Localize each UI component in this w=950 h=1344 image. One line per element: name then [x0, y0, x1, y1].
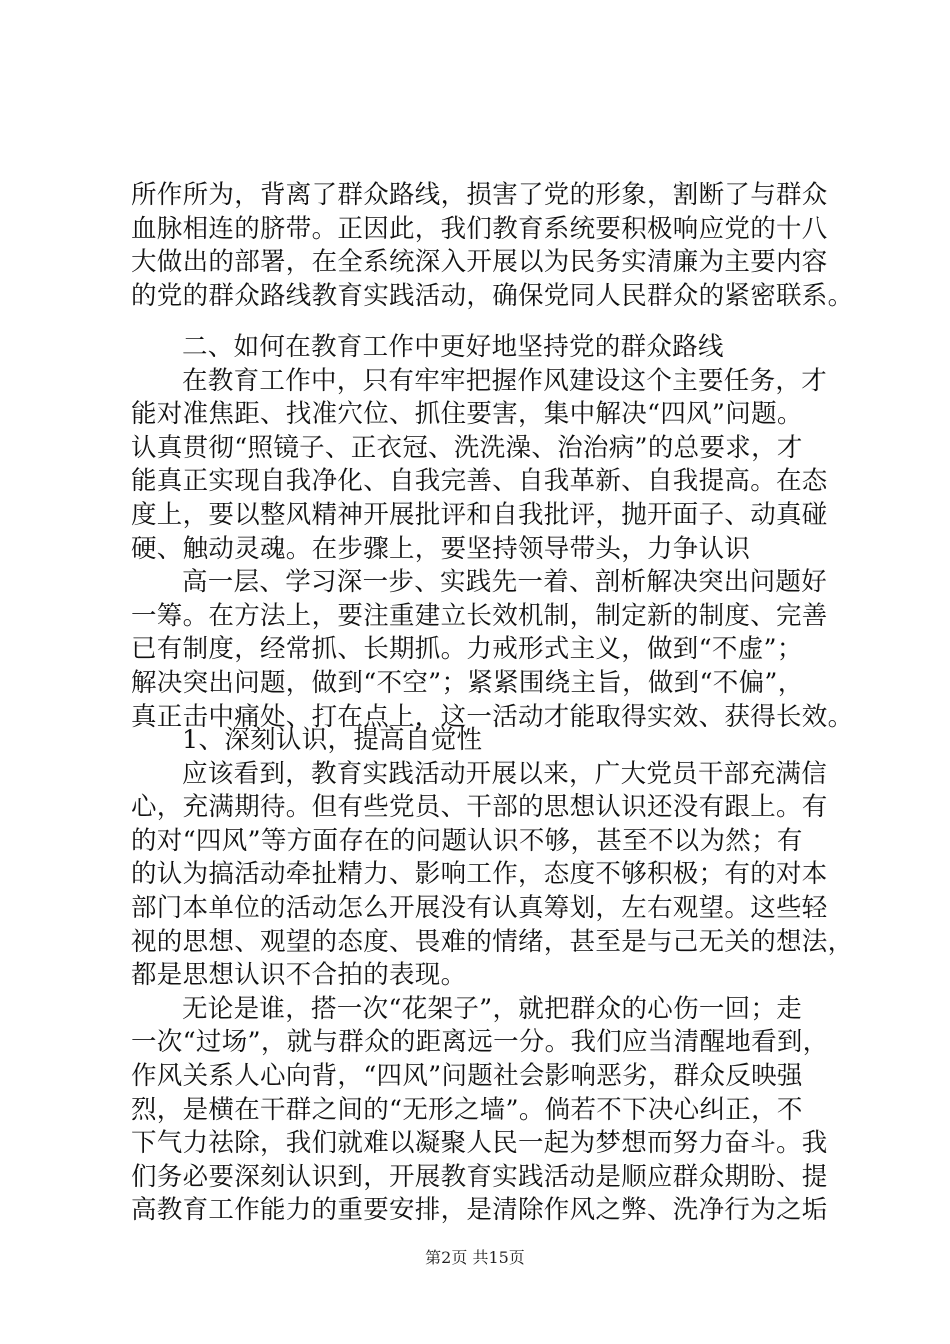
text-line: 解决突出问题，做到“不空”；紧紧围绕主旨，做到“不偏”， [131, 667, 804, 698]
subsection-heading: 1、深刻认识，提高自觉性 [182, 725, 483, 755]
text-line: 硬、触动灵魂。在步骤上，要坚持领导带头，力争认识 [131, 533, 751, 564]
text-line: 认真贯彻“照镜子、正衣冠、洗洗澡、治治病”的总要求，才 [131, 432, 803, 463]
text-line: 能真正实现自我净化、自我完善、自我革新、自我提高。在态 [131, 466, 828, 497]
text-line: 一筹。在方法上，要注重建立长效机制，制定新的制度、完善 [131, 600, 828, 631]
text-line: 血脉相连的脐带。正因此，我们教育系统要积极响应党的十八 [131, 213, 828, 244]
text-line: 烈，是横在干群之间的“无形之墙”。倘若不下决心纠正，不 [131, 1094, 803, 1125]
text-line: 的对“四风”等方面存在的问题认识不够，甚至不以为然；有 [131, 825, 803, 856]
section-three [131, 724, 854, 1228]
text-line: 视的思想、观望的态度、畏难的情绪，甚至是与己无关的想法， [131, 926, 854, 957]
text-line: 大做出的部署，在全系统深入开展以为民务实清廉为主要内容 [131, 247, 828, 278]
page-number-footer: 第2页 共15页 [425, 1248, 525, 1267]
text-line: 们务必要深刻认识到，开展教育实践活动是顺应群众期盼、提 [131, 1161, 828, 1192]
text-line: 部门本单位的活动怎么开展没有认真筹划，左右观望。这些轻 [131, 892, 828, 923]
text-line: 无论是谁，搭一次“花架子”，就把群众的心伤一回；走 [182, 993, 803, 1024]
text-line: 一次“过场”，就与群众的距离远一分。我们应当清醒地看到， [131, 1027, 829, 1058]
paragraph-continuation [131, 179, 854, 313]
text-line: 能对准焦距、找准穴位、抓住要害，集中解决“四风”问题。 [131, 399, 803, 430]
text-line: 高教育工作能力的重要安排，是清除作风之弊、洗净行为之垢 [131, 1195, 828, 1226]
text-line: 所作所为，背离了群众路线，损害了党的形象，割断了与群众 [131, 180, 828, 210]
text-line: 在教育工作中，只有牢牢把握作风建设这个主要任务，才 [182, 365, 828, 396]
text-line: 应该看到，教育实践活动开展以来，广大党员干部充满信 [182, 758, 828, 789]
text-line: 已有制度，经常抓、长期抓。力戒形式主义，做到“不虚”； [131, 634, 803, 665]
text-line: 的党的群众路线教育实践活动，确保党同人民群众的紧密联系。 [131, 280, 854, 311]
text-line: 真正击中痛处、打在点上，这一活动才能取得实效、获得长效。 [131, 701, 854, 732]
text-line: 心，充满期待。但有些党员、干部的思想认识还没有跟上。有 [131, 792, 828, 823]
section-two [131, 331, 854, 734]
text-line: 都是思想认识不合拍的表现。 [131, 960, 467, 991]
text-line: 作风关系人心向背，“四风”问题社会影响恶劣，群众反映强 [131, 1060, 803, 1091]
text-line: 下气力祛除，我们就难以凝聚人民一起为梦想而努力奋斗。我 [131, 1128, 828, 1159]
text-line: 度上，要以整风精神开展批评和自我批评，抛开面子、动真碰 [131, 499, 828, 530]
text-line: 的认为搞活动牵扯精力、影响工作，态度不够积极；有的对本 [131, 859, 828, 890]
text-line: 高一层、学习深一步、实践先一着、剖析解决突出问题好 [182, 567, 828, 598]
section-heading: 二、如何在教育工作中更好地坚持党的群众路线 [182, 332, 724, 362]
